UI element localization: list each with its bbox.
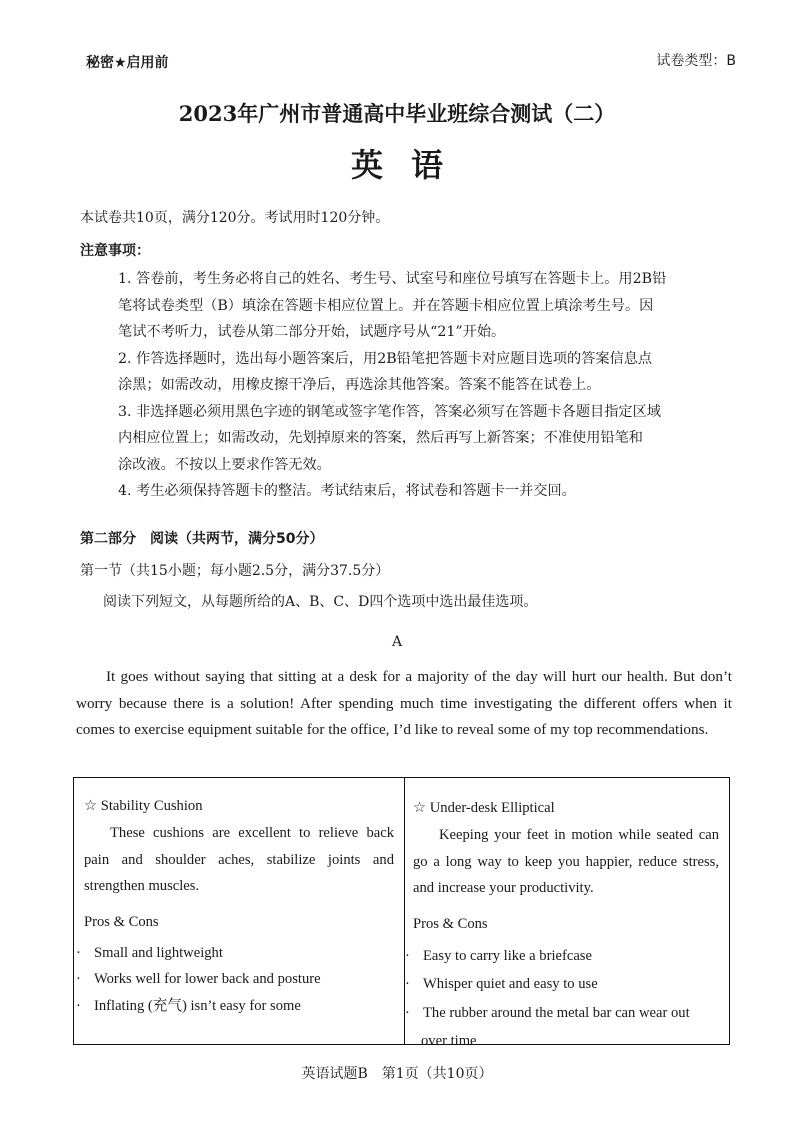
notice-line: 4. 考生必须保持答题卡的整洁。考试结束后，将试卷和答题卡一并交回。: [118, 483, 576, 499]
product-title: ☆ Stability Cushion: [84, 798, 203, 814]
notice-line: 笔将试卷类型（B）填涂在答题卡相应位置上。并在答题卡相应位置上填涂考生号。因: [118, 297, 654, 314]
paper-type-label: 试卷类型：B: [656, 53, 736, 69]
list-item-text: Whisper quiet and easy to use: [423, 976, 598, 992]
section-title: 第二部分 阅读（共两节，满分50分）: [80, 531, 324, 547]
reading-instruction: 阅读下列短文，从每题所给的A、B、C、D四个选项中选出最佳选项。: [103, 594, 538, 610]
product-description: Keeping your feet in motion while seated can go a long way to keep you happier, reduce stress, and increase your productivity.: [413, 827, 719, 896]
list-item-text: Easy to carry like a briefcase: [423, 947, 592, 964]
bullet: ·: [405, 1004, 410, 1021]
passage-label: A: [391, 634, 403, 650]
list-item: [405, 942, 719, 971]
list-item: [405, 970, 719, 999]
subject-title: 英语: [350, 146, 471, 184]
product-description: These cushions are excellent to relieve back pain and shoulder aches, stabilize joints and strengthen muscles.: [84, 825, 394, 894]
pros-cons-list: [405, 942, 719, 1056]
notice-line: 涂改液。不按以上要求作答无效。: [118, 456, 331, 473]
product-cell-left: [74, 778, 405, 1044]
notice-heading: 注意事项：: [80, 243, 150, 259]
pros-cons-label: Pros & Cons: [84, 913, 159, 930]
list-item-text: The rubber around the metal bar can wear out over time: [421, 1004, 690, 1049]
notice-item: [118, 478, 738, 505]
exam-title: 2023年广州市普通高中毕业班综合测试（二）: [178, 101, 616, 126]
pros-cons-label: Pros & Cons: [413, 915, 488, 932]
list-item-text: Inflating (充气) isn’t easy for some: [94, 997, 301, 1014]
list-item: [76, 993, 394, 1020]
passage-paragraph: It goes without saying that sitting at a desk for a majority of the day will hurt our health. But don’t worry because there is a solution! After spending much time investigating the different offers when it comes to exercise equipment suitable for the office, I’d like to reveal some of my top recommendations.: [76, 668, 732, 738]
bullet: ·: [405, 976, 410, 992]
list-item: [76, 966, 394, 993]
confidential-label: 秘密★启用前: [86, 55, 169, 71]
notice-item: [118, 266, 738, 346]
notice-line: 3. 非选择题必须用黑色字迹的钢笔或签字笔作答，答案必须写在答题卡各题目指定区域: [118, 403, 661, 420]
notice-line: 内相应位置上；如需改动，先划掉原来的答案，然后再写上新答案；不准使用铅笔和: [118, 430, 643, 446]
list-item-text: Works well for lower back and posture: [94, 971, 321, 987]
exam-intro: 本试卷共10页，满分120分。考试用时120分钟。: [80, 210, 390, 226]
list-item-text: Small and lightweight: [94, 944, 223, 961]
notice-line: 涂黑；如需改动，用橡皮擦干净后，再选涂其他答案。答案不能答在试卷上。: [118, 377, 601, 393]
notice-line: 1. 答卷前，考生务必将自己的姓名、考生号、试室号和座位号填写在答题卡上。用2B铅: [118, 271, 667, 287]
product-title: ☆ Under-desk Elliptical: [413, 800, 555, 816]
bullet: ·: [76, 971, 81, 987]
notice-list: [118, 266, 738, 505]
bullet: ·: [76, 997, 81, 1014]
pros-cons-list: [76, 940, 394, 1020]
list-item: [405, 999, 719, 1056]
bullet: ·: [76, 944, 81, 961]
notice-line: 笔试不考听力，试卷从第二部分开始，试题序号从“21”开始。: [118, 324, 506, 340]
passage-body: [76, 664, 732, 744]
list-item: [76, 940, 394, 967]
bullet: ·: [405, 947, 410, 964]
subsection-title: 第一节（共15小题；每小题2.5分，满分37.5分）: [80, 563, 390, 579]
product-cell-right: [405, 778, 729, 1049]
notice-item: [118, 399, 738, 479]
page-footer: 英语试题B 第1页（共10页）: [301, 1066, 493, 1082]
notice-line: 2. 作答选择题时，选出每小题答案后，用2B铅笔把答题卡对应题目选项的答案信息点: [118, 350, 653, 367]
product-table: [73, 777, 730, 1049]
notice-item: [118, 346, 738, 399]
